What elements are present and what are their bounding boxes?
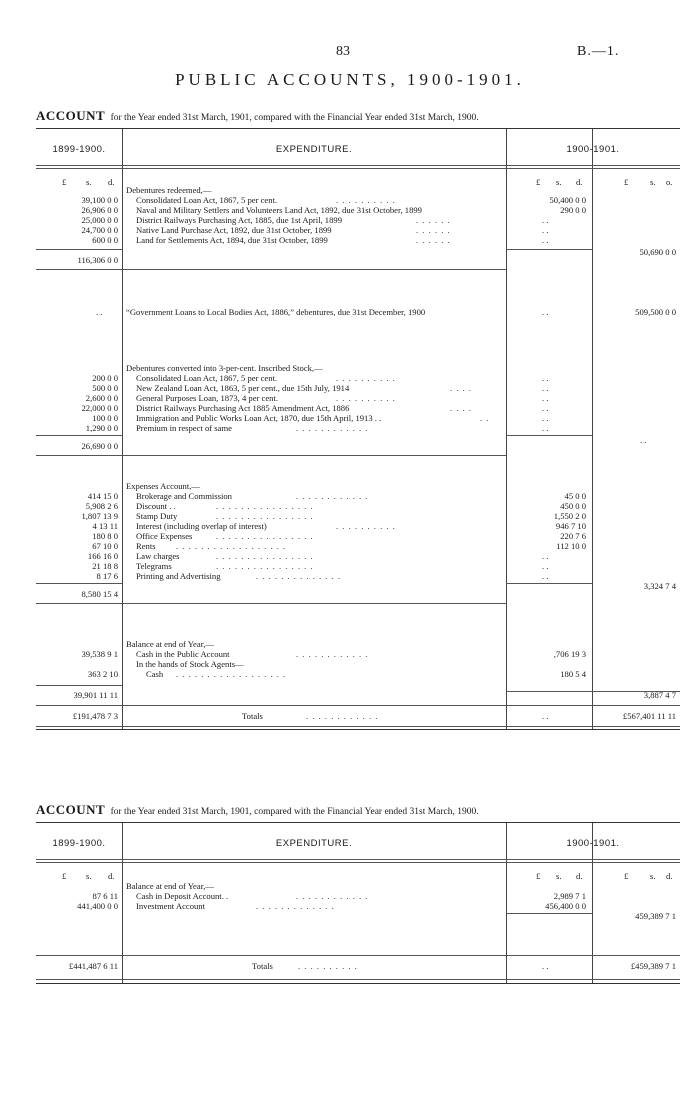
currency-shilling: s. bbox=[650, 177, 656, 187]
curr-year-amount: 1,550 2 0 bbox=[553, 511, 586, 521]
leader-dots: . . . . . . . . . . bbox=[298, 961, 358, 971]
expenditure-table-2 bbox=[36, 822, 680, 984]
prev-year-total: £191,478 7 3 bbox=[72, 711, 118, 721]
currency-shilling: s. bbox=[556, 177, 562, 187]
line-item-label: Telegrams bbox=[136, 561, 172, 571]
account-heading-bold: ACCOUNT bbox=[36, 108, 106, 123]
prev-year-amount: 24,700 0 0 bbox=[81, 225, 118, 235]
prev-year-amount: 100 0 0 bbox=[92, 413, 118, 423]
leader-dots: . . . . . . . . . . . . bbox=[306, 711, 379, 721]
line-item-label: Immigration and Public Works Loan Act, 1870, due 15th April, 1913 . . bbox=[136, 413, 382, 423]
leader-dots: . . . . bbox=[450, 383, 473, 393]
curr-year-amount: . . bbox=[542, 551, 549, 561]
leader-dots: . . . . . . bbox=[416, 215, 451, 225]
currency-pence: d. bbox=[108, 177, 115, 187]
curr-year-amount: . . bbox=[542, 307, 549, 317]
line-item-label: District Railways Purchasing Act 1885 Amendment Act, 1886 bbox=[136, 403, 350, 413]
curr-year-amount: . . bbox=[542, 961, 549, 971]
prev-year-subtotal: 39,901 11 11 bbox=[73, 690, 118, 700]
line-item-label: Cash in the Public Account bbox=[136, 649, 230, 659]
curr-year-subtotal: 50,690 0 0 bbox=[639, 247, 676, 257]
leader-dots: . . . . . . . . . . . . . . . . bbox=[216, 511, 314, 521]
curr-year-amount: . . bbox=[542, 711, 549, 721]
account-heading-text: for the Year ended 31st March, 1901, compared with the Financial Year ended 31st March, 1900. bbox=[110, 113, 479, 123]
leader-dots: . . . . . . . . . . . . bbox=[296, 891, 369, 901]
curr-year-amount: . . bbox=[542, 403, 549, 413]
prev-year-amount: 8 17 6 bbox=[96, 571, 118, 581]
curr-year-amount: . . bbox=[542, 561, 549, 571]
prev-year-subtotal: 116,306 0 0 bbox=[77, 255, 118, 265]
totals-label: Totals bbox=[242, 711, 263, 721]
line-item-label: Native Land Purchase Act, 1892, due 31st October, 1899 bbox=[136, 225, 332, 235]
section-heading: Debentures redeemed,— bbox=[126, 185, 212, 195]
line-item-label: Investment Account bbox=[136, 901, 205, 911]
currency-shilling: s. bbox=[556, 871, 562, 881]
currency-pound: £ bbox=[536, 177, 541, 187]
currency-pence: d. bbox=[576, 871, 583, 881]
line-item-label: District Railways Purchasing Act, 1885, due 1st April, 1899 bbox=[136, 215, 342, 225]
prev-year-amount: 4 13 11 bbox=[92, 521, 118, 531]
column-header-expenditure: EXPENDITURE. bbox=[275, 838, 353, 849]
prev-year-amount: 21 18 8 bbox=[92, 561, 118, 571]
column-header-curr-year: 1900-1901. bbox=[566, 838, 620, 849]
leader-dots: . . . . . . . . . . . . . . . . bbox=[216, 531, 314, 541]
prev-year-amount: 166 16 0 bbox=[87, 551, 118, 561]
currency-pound: £ bbox=[62, 871, 67, 881]
section-heading: Balance at end of Year,— bbox=[126, 639, 214, 649]
leader-dots: . . . . . . . . . . bbox=[336, 521, 396, 531]
line-item-label: Consolidated Loan Act, 1867, 5 per cent. bbox=[136, 373, 278, 383]
curr-year-amount: 450 0 0 bbox=[560, 501, 586, 511]
curr-year-amount: 180 5 4 bbox=[560, 669, 586, 679]
section-heading: Debentures converted into 3-per-cent. Inscribed Stock,— bbox=[126, 363, 323, 373]
line-item-label: Premium in respect of same bbox=[136, 423, 232, 433]
line-item-label: Cash bbox=[146, 669, 164, 679]
curr-year-subtotal: 3,887 4 7 bbox=[643, 690, 676, 700]
leader-dots: . . . . . . bbox=[416, 235, 451, 245]
leader-dots: . . . . . . . . . . bbox=[336, 373, 396, 383]
curr-year-amount: 112 10 0 bbox=[556, 541, 586, 551]
curr-year-amount: . . bbox=[542, 571, 549, 581]
prev-year-amount: 180 8 0 bbox=[92, 531, 118, 541]
leader-dots: . . . . . . . . . . . . bbox=[296, 491, 369, 501]
column-header-prev-year: 1899-1900. bbox=[52, 838, 106, 849]
currency-pence: o. bbox=[666, 177, 673, 187]
prev-year-amount: 67 10 0 bbox=[92, 541, 118, 551]
curr-year-amount: . . bbox=[542, 215, 549, 225]
leader-dots: . . . . . . . . . . . . . . . . bbox=[216, 501, 314, 511]
leader-dots: . . . . . . . . . . bbox=[336, 195, 396, 205]
curr-year-amount: 290 0 0 bbox=[560, 205, 586, 215]
prev-year-subtotal: 8,580 15 4 bbox=[81, 589, 118, 599]
line-item-label: Law charges bbox=[136, 551, 180, 561]
prev-year-amount: 22,000 0 0 bbox=[81, 403, 118, 413]
currency-pound: £ bbox=[624, 871, 629, 881]
line-item-label: Brokerage and Commission bbox=[136, 491, 232, 501]
curr-year-amount: . . bbox=[542, 225, 549, 235]
page-title: PUBLIC ACCOUNTS, 1900-1901. bbox=[175, 70, 525, 89]
currency-pence: d. bbox=[576, 177, 583, 187]
column-header-expenditure: EXPENDITURE. bbox=[275, 144, 353, 155]
leader-dots: . . . . . . . . . . . . . . . . . . bbox=[176, 541, 287, 551]
line-item-label: Office Expenses bbox=[136, 531, 193, 541]
account-heading-bold: ACCOUNT bbox=[36, 802, 106, 817]
leader-dots: . . . . . . . . . . bbox=[336, 393, 396, 403]
line-item-label: “Government Loans to Local Bodies Act, 1886,” debentures, due 31st December, 1900 bbox=[126, 307, 426, 317]
document-reference: B.—1. bbox=[577, 44, 620, 59]
curr-year-amount: . . bbox=[542, 423, 549, 433]
leader-dots: . . . . . . . . . . . . bbox=[296, 423, 369, 433]
line-item-label: Naval and Military Settlers and Volunteers Land Act, 1892, due 31st October, 1899 bbox=[136, 205, 422, 215]
currency-pence: d. bbox=[108, 871, 115, 881]
prev-year-amount: 39,538 9 1 bbox=[81, 649, 118, 659]
curr-year-subtotal: 3,324 7 4 bbox=[643, 581, 676, 591]
leader-dots: . . . . bbox=[450, 403, 473, 413]
prev-year-amount: 363 2 10 bbox=[87, 669, 118, 679]
line-item-label: Stamp Duty bbox=[136, 511, 178, 521]
leader-dots: . . . . . . . . . . . . . . . . . . bbox=[176, 669, 287, 679]
prev-year-amount: 1,290 0 0 bbox=[85, 423, 118, 433]
line-item-label: Printing and Advertising bbox=[136, 571, 221, 581]
line-item-label: Rents bbox=[136, 541, 156, 551]
line-item-label: Land for Settlements Act, 1894, due 31st October, 1899 bbox=[136, 235, 328, 245]
leader-dots: . . bbox=[480, 413, 490, 423]
curr-year-amount: 456,400 0 0 bbox=[545, 901, 586, 911]
leader-dots: . . . . . . bbox=[416, 225, 451, 235]
currency-pence: d. bbox=[666, 871, 673, 881]
prev-year-amount: 39,100 0 0 bbox=[81, 195, 118, 205]
prev-year-amount: 87 6 11 bbox=[92, 891, 118, 901]
line-item-label: Interest (including overlap of interest) bbox=[136, 521, 267, 531]
curr-year-amount: 220 7 6 bbox=[560, 531, 586, 541]
leader-dots: . . . . . . . . . . . . bbox=[296, 649, 369, 659]
curr-year-subtotal: 459,389 7 1 bbox=[635, 911, 676, 921]
currency-pound: £ bbox=[62, 177, 67, 187]
prev-year-amount: 26,906 0 0 bbox=[81, 205, 118, 215]
currency-shilling: s. bbox=[86, 177, 92, 187]
curr-year-amount: . . bbox=[542, 373, 549, 383]
leader-dots: . . . . . . . . . . . . . . . . bbox=[216, 551, 314, 561]
section-heading: Expenses Account,— bbox=[126, 481, 200, 491]
sub-heading: In the hands of Stock Agents— bbox=[136, 659, 244, 669]
prev-year-amount: 2,600 0 0 bbox=[85, 393, 118, 403]
prev-year-amount: 414 15 0 bbox=[87, 491, 118, 501]
curr-year-amount: 2,989 7 1 bbox=[553, 891, 586, 901]
prev-year-amount: 441,400 0 0 bbox=[77, 901, 118, 911]
leader-dots: . . . . . . . . . . . . . bbox=[256, 901, 335, 911]
account-heading-text: for the Year ended 31st March, 1901, compared with the Financial Year ended 31st March, 1900. bbox=[110, 807, 479, 817]
curr-year-amount: . . bbox=[542, 383, 549, 393]
curr-year-amount: . . bbox=[542, 393, 549, 403]
prev-year-subtotal: 26,690 0 0 bbox=[81, 441, 118, 451]
curr-year-total: £567,401 11 11 bbox=[622, 711, 676, 721]
curr-year-amount: ,706 19 3 bbox=[553, 649, 586, 659]
expenditure-table-1 bbox=[36, 128, 680, 730]
curr-year-amount: 946 7 10 bbox=[555, 521, 586, 531]
curr-year-subtotal: . . bbox=[640, 435, 647, 445]
leader-dots: . . . . . . . . . . . . . . bbox=[256, 571, 342, 581]
line-item-label: Cash in Deposit Account. . bbox=[136, 891, 229, 901]
curr-year-amount: . . bbox=[542, 413, 549, 423]
currency-pound: £ bbox=[624, 177, 629, 187]
curr-year-amount: . . bbox=[542, 235, 549, 245]
prev-year-amount: 500 0 0 bbox=[92, 383, 118, 393]
currency-shilling: s. bbox=[650, 871, 656, 881]
account-heading-1 bbox=[36, 108, 479, 124]
curr-year-total: £459,389 7 1 bbox=[630, 961, 676, 971]
curr-year-amount: 45 0 0 bbox=[564, 491, 586, 501]
currency-pound: £ bbox=[536, 871, 541, 881]
curr-year-subtotal: 509,500 0 0 bbox=[635, 307, 676, 317]
prev-year-total: £441,487 6 11 bbox=[68, 961, 118, 971]
leader-dots: . . . . . . . . . . . . . . . . bbox=[216, 561, 314, 571]
prev-year-amount: 5,908 2 6 bbox=[85, 501, 118, 511]
totals-label: Totals bbox=[252, 961, 273, 971]
line-item-label: General Purposes Loan, 1873, 4 per cent. bbox=[136, 393, 278, 403]
prev-year-amount: 1,807 13 9 bbox=[81, 511, 118, 521]
prev-year-amount: 600 0 0 bbox=[92, 235, 118, 245]
page-number: 83 bbox=[336, 44, 350, 59]
section-heading: Balance at end of Year,— bbox=[126, 881, 214, 891]
prev-year-amount: 200 0 0 bbox=[92, 373, 118, 383]
prev-year-amount: . . bbox=[96, 307, 103, 317]
account-heading-2 bbox=[36, 802, 479, 818]
line-item-label: Discount . . bbox=[136, 501, 176, 511]
prev-year-amount: 25,000 0 0 bbox=[81, 215, 118, 225]
curr-year-amount: 50,400 0 0 bbox=[549, 195, 586, 205]
line-item-label: Consolidated Loan Act, 1867, 5 per cent. bbox=[136, 195, 278, 205]
currency-shilling: s. bbox=[86, 871, 92, 881]
line-item-label: New Zealand Loan Act, 1863, 5 per cent., due 15th July, 1914 bbox=[136, 383, 350, 393]
column-header-curr-year: 1900-1901. bbox=[566, 144, 620, 155]
column-header-prev-year: 1899-1900. bbox=[52, 144, 106, 155]
